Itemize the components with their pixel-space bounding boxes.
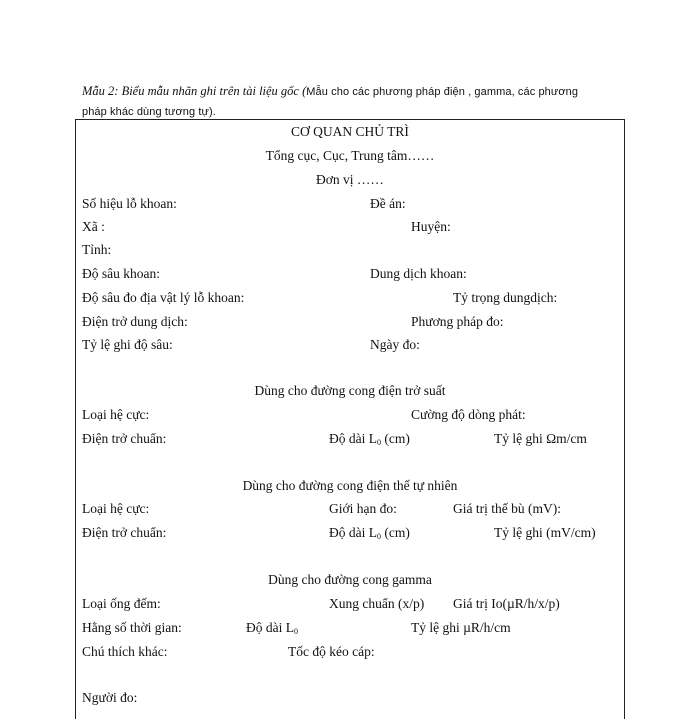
sp-compensation-label: Giá trị thế bù (mV): [453, 501, 561, 516]
fluid-density-label: Tỷ trọng dungdịch: [453, 290, 558, 305]
sp-section-heading: Dùng cho đường cong điện thế tự nhiên [242, 478, 458, 493]
resistivity-length-text: Độ dài L [329, 431, 377, 446]
drill-depth-label: Độ sâu khoan: [82, 266, 160, 281]
resistivity-length-unit: (cm) [381, 431, 410, 446]
province-label: Tỉnh: [82, 242, 112, 257]
sp-length-text: Độ dài L [329, 525, 377, 540]
fluid-resistivity-label: Điện trở dung dịch: [82, 314, 188, 329]
commune-label: Xã : [82, 219, 105, 234]
cable-speed-label: Tốc độ kéo cáp: [288, 644, 375, 659]
time-constant-label: Hằng số thời gian: [82, 620, 182, 635]
io-value-label: Giá trị Io(µR/h/x/p) [453, 596, 560, 611]
gamma-length-text: Độ dài L [246, 620, 294, 635]
drill-fluid-label: Dung dịch khoan: [370, 266, 467, 281]
current-label: Cường độ dòng phát: [411, 407, 526, 422]
district-label: Huyện: [411, 219, 451, 234]
resistivity-section-heading: Dùng cho đường cong điện trở suất [254, 383, 446, 398]
depth-scale-label: Tỷ lệ ghi độ sâu: [82, 337, 173, 352]
gamma-length-subscript: 0 [294, 627, 298, 636]
sp-limit-label: Giới hạn đo: [329, 501, 397, 516]
gamma-length-label [246, 620, 298, 640]
resistivity-ref-resistance-label: Điện trở chuẩn: [82, 431, 167, 446]
sp-scale-label: Tỷ lệ ghi (mV/cm) [494, 525, 596, 540]
operator-label: Người đo: [82, 690, 138, 705]
sp-ref-resistance-label: Điện trở chuẩn: [82, 525, 167, 540]
pulse-label: Xung chuẩn (x/p) [329, 596, 425, 611]
project-label: Đề án: [370, 196, 406, 211]
notes-label: Chú thích khác: [82, 644, 168, 659]
resistivity-length-subscript: 0 [377, 438, 381, 447]
caption-note-line1: Mẫu cho các phương pháp điện , gamma, các phương [306, 86, 579, 98]
borehole-number-label: Số hiệu lỗ khoan: [82, 196, 177, 211]
sp-length-subscript: 0 [377, 532, 381, 541]
resistivity-scale-label: Tỷ lệ ghi Ωm/cm [494, 431, 587, 446]
resistivity-length-label [329, 431, 410, 451]
unit-line: Đơn vị …… [316, 172, 384, 187]
caption-title: Mẫu 2: Biểu mẫu nhãn ghi trên tài liệu gốc ( [82, 84, 307, 98]
sp-length-label [329, 525, 410, 545]
caption-note-line2: pháp khác dùng tương tự). [82, 106, 216, 118]
sp-length-unit: (cm) [381, 525, 410, 540]
gamma-section-heading: Dùng cho đường cong gamma [268, 572, 432, 587]
log-depth-label: Độ sâu đo địa vật lý lỗ khoan: [82, 290, 245, 305]
sp-electrode-label: Loại hệ cực: [82, 501, 150, 516]
method-label: Phương pháp đo: [411, 314, 504, 329]
gamma-scale-label: Tỷ lệ ghi µR/h/cm [411, 620, 511, 635]
form-caption [82, 82, 622, 122]
org-line: Tổng cục, Cục, Trung tâm…… [265, 148, 435, 163]
resistivity-electrode-label: Loại hệ cực: [82, 407, 150, 422]
counter-type-label: Loại ống đếm: [82, 596, 161, 611]
agency-heading: CƠ QUAN CHỦ TRÌ [291, 124, 409, 139]
date-label: Ngày đo: [370, 337, 420, 352]
